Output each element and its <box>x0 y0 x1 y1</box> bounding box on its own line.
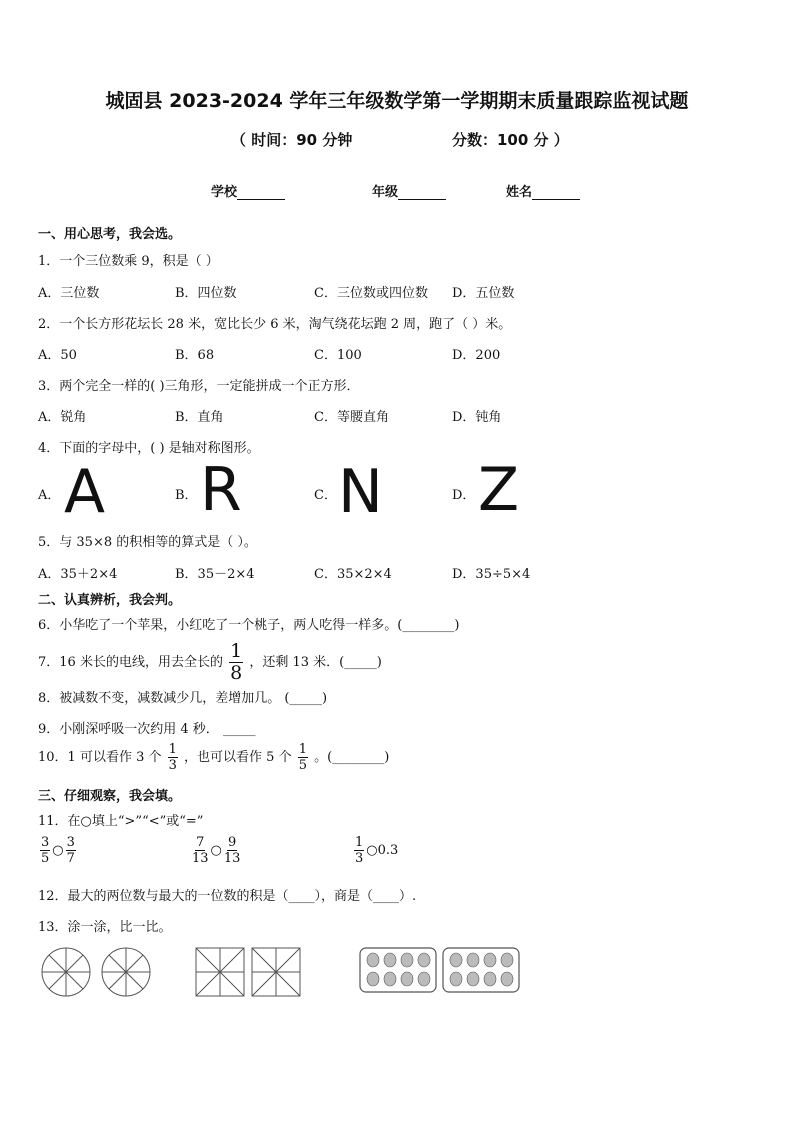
q3-option-b[interactable]: B．直角 <box>175 410 224 425</box>
question-5: 5．与 35×8 的积相等的算式是（ ）。 <box>38 535 257 550</box>
question-2: 2．一个长方形花坛长 28 米，宽比长少 6 米，淘气绕花坛跑 2 周，跑了（ ）米。 <box>38 317 512 332</box>
compare-circle-2[interactable]: ○ <box>210 843 222 858</box>
letter-r-image: R <box>200 455 242 525</box>
question-12: 12．最大的两位数与最大的一位数的积是（____），商是（____）. <box>38 889 417 904</box>
compare-2: $\frac{7}{13}$ ○ $\frac{9}{13}$ <box>192 835 241 866</box>
letter-a-image: A <box>64 457 106 527</box>
question-9: 9．小刚深呼吸一次约用 4 秒． _____ <box>38 722 256 737</box>
school-blank[interactable] <box>237 187 285 200</box>
strawberry-box-2 <box>443 948 519 992</box>
section-heading-2: 二、认真辨析，我会判。 <box>38 593 182 608</box>
grade-blank[interactable] <box>398 187 446 200</box>
q4-option-c[interactable]: C． <box>314 488 337 503</box>
name-blank[interactable] <box>532 187 580 200</box>
question-10: 10．1 可以看作 3 个 $\frac{1}{3}$ ，也可以看作 5 个 $\frac{1}{5}$ 。(________) <box>38 742 390 773</box>
question-3: 3．两个完全一样的( )三角形，一定能拼成一个正方形． <box>38 379 360 394</box>
circle-figure-1 <box>42 948 90 996</box>
q3-option-d[interactable]: D．钝角 <box>452 410 502 425</box>
question-13: 13．涂一涂，比一比。 <box>38 920 172 935</box>
fraction-one-third: $\frac{1}{3}$ <box>168 742 177 773</box>
q1-option-c[interactable]: C．三位数或四位数 <box>314 286 428 301</box>
exam-score: 分数：100 分 ） <box>452 131 569 149</box>
letter-z-image: Z <box>478 455 520 525</box>
compare-1: $\frac{3}{5}$ ○ $\frac{3}{7}$ <box>41 835 75 866</box>
section-heading-1: 一、用心思考，我会选。 <box>38 227 182 242</box>
page-title: 城固县 2023-2024 学年三年级数学第一学期期末质量跟踪监视试题 <box>105 90 689 112</box>
compare-3: $\frac{1}{3}$ ○0.3 <box>355 835 399 866</box>
question-7: 7．16 米长的电线，用去全长的 $\frac{1}{8}$ ，还剩 13 米．(_____) <box>38 640 382 684</box>
strawberry-box-1 <box>360 948 436 992</box>
q5-option-b[interactable]: B．35－2×4 <box>175 567 255 582</box>
q3-option-c[interactable]: C．等腰直角 <box>314 410 389 425</box>
q4-option-a[interactable]: A． <box>38 488 61 503</box>
question-8: 8．被减数不变，减数减少几，差增加几。 (_____) <box>38 691 328 706</box>
square-figure-1 <box>196 948 244 996</box>
exam-time: （ 时间：90 分钟 <box>231 131 353 149</box>
q13-figures <box>38 944 528 1000</box>
q4-option-b[interactable]: B． <box>175 488 198 503</box>
q5-option-a[interactable]: A．35＋2×4 <box>38 567 118 582</box>
letter-n-image: N <box>338 457 383 527</box>
q2-option-b[interactable]: B．68 <box>175 348 215 363</box>
q2-option-c[interactable]: C．100 <box>314 348 362 363</box>
q3-option-a[interactable]: A．锐角 <box>38 410 87 425</box>
question-1: 1．一个三位数乘 9，积是（ ） <box>38 254 219 269</box>
name-field: 姓名 <box>506 181 580 200</box>
q1-option-b[interactable]: B．四位数 <box>175 286 237 301</box>
q1-option-d[interactable]: D．五位数 <box>452 286 515 301</box>
square-figure-2 <box>252 948 300 996</box>
question-11: 11．在○填上“>”“<”或“=” <box>38 814 204 829</box>
compare-circle-3[interactable]: ○ <box>366 843 378 858</box>
fraction-one-eighth: $\frac{1}{8}$ <box>230 640 243 684</box>
question-4: 4．下面的字母中，( ) 是轴对称图形。 <box>38 441 260 456</box>
compare-circle-1[interactable]: ○ <box>52 843 64 858</box>
q1-option-a[interactable]: A．三位数 <box>38 286 100 301</box>
q5-option-c[interactable]: C．35×2×4 <box>314 567 392 582</box>
fraction-one-fifth: $\frac{1}{5}$ <box>298 742 308 773</box>
q2-option-d[interactable]: D．200 <box>452 348 501 363</box>
section-heading-3: 三、仔细观察，我会填。 <box>38 789 182 804</box>
grade-field: 年级 <box>372 181 446 200</box>
q4-option-d[interactable]: D． <box>452 488 476 503</box>
circle-figure-2 <box>102 948 150 996</box>
school-field: 学校 <box>211 181 285 200</box>
q2-option-a[interactable]: A．50 <box>38 348 77 363</box>
q5-option-d[interactable]: D．35÷5×4 <box>452 567 531 582</box>
question-6: 6．小华吃了一个苹果，小红吃了一个桃子，两人吃得一样多。(________) <box>38 618 460 633</box>
